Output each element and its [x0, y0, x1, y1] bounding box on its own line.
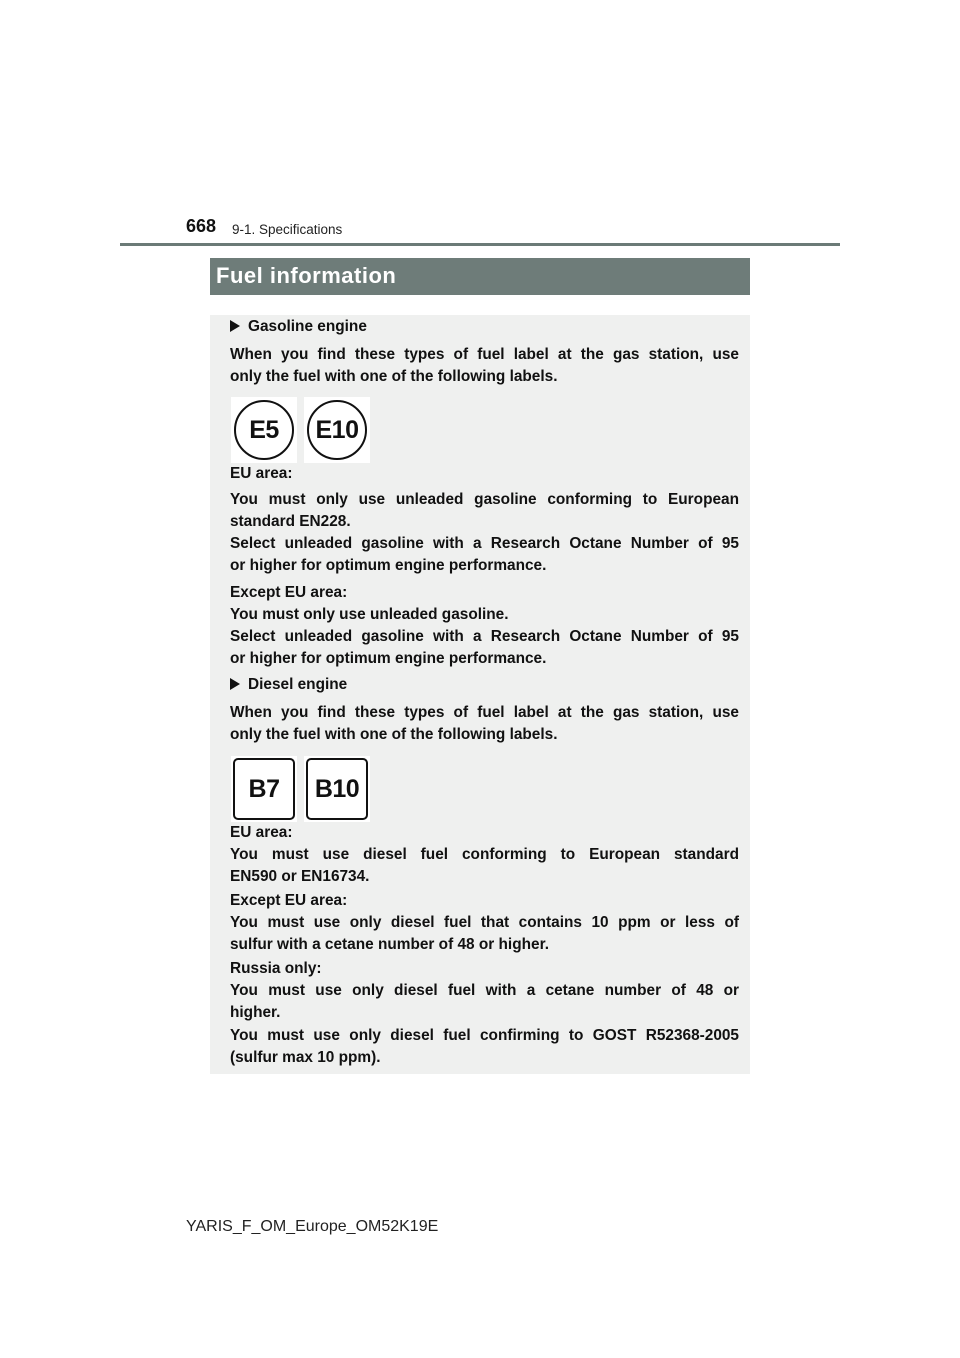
text-line: When you find these types of fuel label at the gas station, use [230, 704, 739, 721]
text-line: You must only use unleaded gasoline conforming to European [230, 491, 739, 508]
fuel-label-e10 [304, 397, 370, 463]
gasoline-eu-text [230, 489, 739, 577]
text-line: You must only use unleaded gasoline. [230, 606, 509, 623]
gasoline-intro [230, 344, 739, 388]
text-line: EN590 or EN16734. [230, 868, 370, 885]
text-line: You must use only diesel fuel confirming to GOST R52368-2005 [230, 1027, 739, 1044]
fuel-label-b10 [304, 756, 370, 822]
gost-text [230, 1025, 739, 1069]
title-bar [210, 258, 750, 295]
diesel-intro [230, 702, 739, 746]
text-line: (sulfur max 10 ppm). [230, 1049, 381, 1066]
triangle-bullet-icon [230, 320, 240, 332]
content-box [210, 315, 750, 1074]
text-line: You must use only diesel fuel that contains 10 ppm or less of [230, 914, 739, 931]
section-label: 9-1. Specifications [232, 222, 343, 237]
diesel-except-heading: Except EU area: [230, 892, 348, 909]
header-rule [120, 243, 840, 246]
text-line: You must use diesel fuel conforming to European standard [230, 846, 739, 863]
text-line: You must use only diesel fuel with a cetane number of 48 or [230, 982, 739, 999]
fuel-label-b7 [231, 756, 297, 822]
fuel-label-e5 [231, 397, 297, 463]
text-line: or higher for optimum engine performance. [230, 650, 547, 667]
text-line: standard EN228. [230, 513, 351, 530]
diesel-except-text [230, 912, 739, 956]
e5-circle-icon: E5 [234, 400, 294, 460]
gasoline-except-text [230, 604, 739, 670]
e10-circle-icon: E10 [307, 400, 367, 460]
diesel-eu-text [230, 844, 739, 888]
text-line: only the fuel with one of the following labels. [230, 726, 558, 743]
gasoline-heading: Gasoline engine [230, 316, 367, 338]
gasoline-except-heading: Except EU area: [230, 584, 348, 601]
b10-square-icon: B10 [306, 758, 368, 820]
text-line: Select unleaded gasoline with a Research Octane Number of 95 [230, 535, 739, 552]
text-line: sulfur with a cetane number of 48 or higher. [230, 936, 549, 953]
b7-square-icon: B7 [233, 758, 295, 820]
text-line: only the fuel with one of the following labels. [230, 368, 558, 385]
diesel-eu-heading: EU area: [230, 824, 293, 841]
diesel-heading: Diesel engine [230, 674, 347, 696]
page-title: Fuel information [216, 263, 397, 288]
text-line: When you find these types of fuel label at the gas station, use [230, 346, 739, 363]
footer-document-code: YARIS_F_OM_Europe_OM52K19E [186, 1218, 439, 1235]
text-line: Select unleaded gasoline with a Research Octane Number of 95 [230, 628, 739, 645]
russia-text [230, 980, 739, 1024]
triangle-bullet-icon [230, 678, 240, 690]
gasoline-eu-heading: EU area: [230, 465, 293, 482]
text-line: or higher for optimum engine performance. [230, 557, 547, 574]
page-number: 668 [186, 216, 217, 236]
text-line: higher. [230, 1004, 281, 1021]
russia-heading: Russia only: [230, 960, 322, 977]
